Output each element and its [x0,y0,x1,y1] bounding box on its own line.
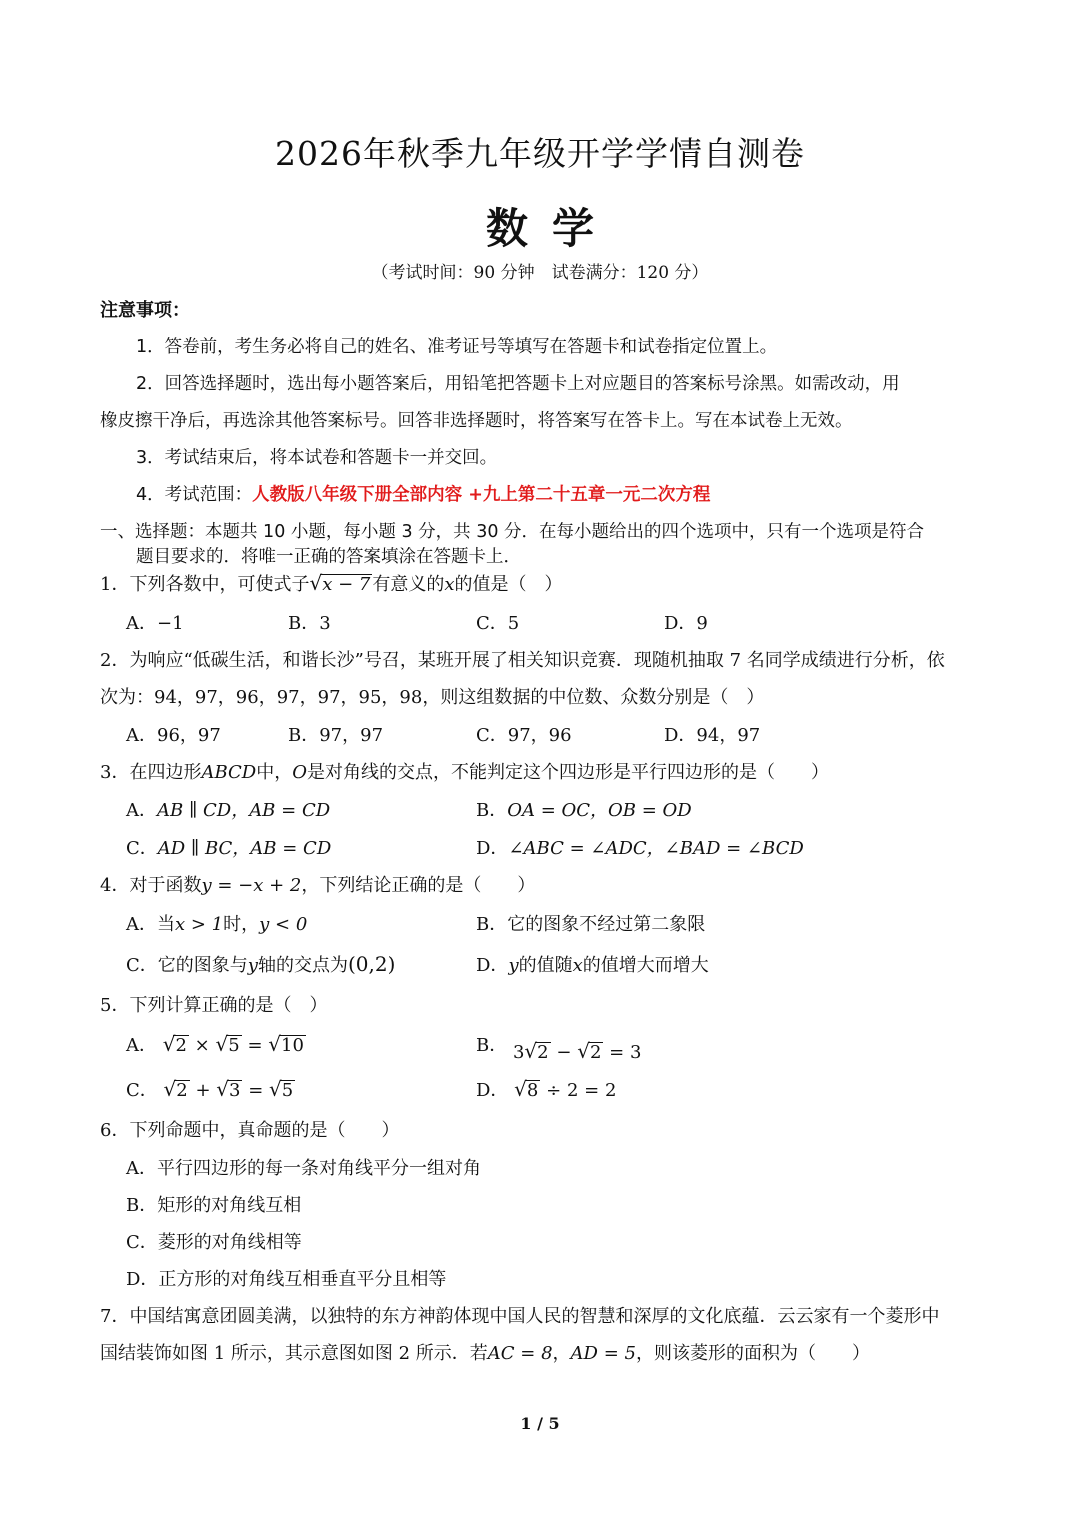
q1-option-b: B．3 [288,613,331,634]
page-number: 1 / 5 [520,1414,560,1433]
exam-title: 2026年秋季九年级开学学情自测卷 [275,134,805,173]
q4-option-b: B．它的图象不经过第二象限 [476,914,706,935]
q3-option-d: D．∠ABC = ∠ADC，∠BAD = ∠BCD [476,838,804,859]
scope-label: 4．考试范围： [136,485,253,505]
question-6-stem: 6．下列命题中，真命题的是（ ） [100,1120,400,1141]
question-3-stem: 3．在四边形ABCD中，O是对角线的交点，不能判定这个四边形是平行四边形的是（ ） [100,762,829,783]
question-7-stem-cont: 国结装饰如图 1 所示，其示意图如图 2 所示．若AC = 8，AD = 5，则该菱形的面积为（ ） [100,1343,870,1364]
notice-heading: 注意事项： [100,300,190,321]
subject-title: 数学 [485,204,618,253]
notice-item-3: 3．考试结束后，将本试卷和答题卡一并交回。 [136,448,498,468]
section-1-heading: 一、选择题：本题共 10 小题，每小题 3 分，共 30 分．在每小题给出的四个选项中，只有一个选项是符合 [100,522,925,542]
q2-option-c: C．97，96 [476,725,572,746]
notice-item-2-cont: 橡皮擦干净后，再选涂其他答案标号。回答非选择题时，将答案写在答卡上。写在本试卷上无效。 [100,411,853,431]
q6-option-d: D．正方形的对角线互相垂直平分且相等 [126,1269,447,1290]
q6-option-a: A．平行四边形的每一条对角线平分一组对角 [126,1158,481,1179]
question-1-stem: 1．下列各数中，可使式子√x − 7 有意义的x的值是（ ） [100,571,563,595]
q2-option-a: A．96，97 [126,725,221,746]
notice-item-2: 2．回答选择题时，选出每小题答案后，用铅笔把答题卡上对应题目的答案标号涂黑。如需改动，用 [136,374,900,394]
q5-option-d: D． √8 ÷ 2 = 2 [476,1077,617,1101]
q5-option-a: A． √2 × √5 = √10 [126,1032,304,1056]
q3-option-b: B．OA = OC，OB = OD [476,800,692,821]
question-5-stem: 5．下列计算正确的是（ ） [100,995,328,1016]
q2-option-b: B．97，97 [288,725,384,746]
q3-option-a: A．AB ∥ CD，AB = CD [126,800,331,821]
question-2-stem: 2．为响应“低碳生活，和谐长沙”号召，某班开展了相关知识竞赛．现随机抽取 7 名同学成绩进行分析，依 [100,650,945,671]
q5-option-c: C． √2 + √3 = √5 [126,1077,294,1101]
scope-value: 人教版八年级下册全部内容 +九上第二十五章一元二次方程 [252,485,711,505]
q6-option-b: B．矩形的对角线互相 [126,1195,302,1216]
q4-option-a: A．当x > 1时，y < 0 [126,914,308,935]
q3-option-c: C．AD ∥ BC，AB = CD [126,838,332,859]
q4-option-c: C．它的图象与y轴的交点为(0,2) [126,952,396,976]
exam-info: （考试时间：90 分钟 试卷满分：120 分） [371,263,709,283]
q1-option-c: C．5 [476,613,520,634]
radical-icon: √ [309,571,323,595]
q1-radicand: x − 7 [322,574,371,595]
question-4-stem: 4．对于函数y = −x + 2，下列结论正确的是（ ） [100,875,536,896]
q1-option-d: D．9 [664,613,708,634]
q4-option-d: D．y的值随x的值增大而增大 [476,955,709,976]
question-7-stem: 7．中国结寓意团圆美满，以独特的东方神韵体现中国人民的智慧和深厚的文化底蕴．云云家有一个菱形中 [100,1306,940,1327]
notice-item-4 [136,481,710,506]
section-1-heading-cont: 题目要求的．将唯一正确的答案填涂在答题卡上． [136,547,521,567]
q5-option-b: B． 3√2 − √2 = 3 [476,1035,642,1063]
q2-option-d: D．94，97 [664,725,761,746]
notice-item-1: 1．答卷前，考生务必将自己的姓名、准考证号等填写在答题卡和试卷指定位置上。 [136,337,778,357]
q6-option-c: C．菱形的对角线相等 [126,1232,302,1253]
question-2-stem-cont: 次为：94，97，96，97，97，95，98，则这组数据的中位数、众数分别是（ ） [100,687,765,708]
q1-option-a: A．−1 [126,613,184,634]
